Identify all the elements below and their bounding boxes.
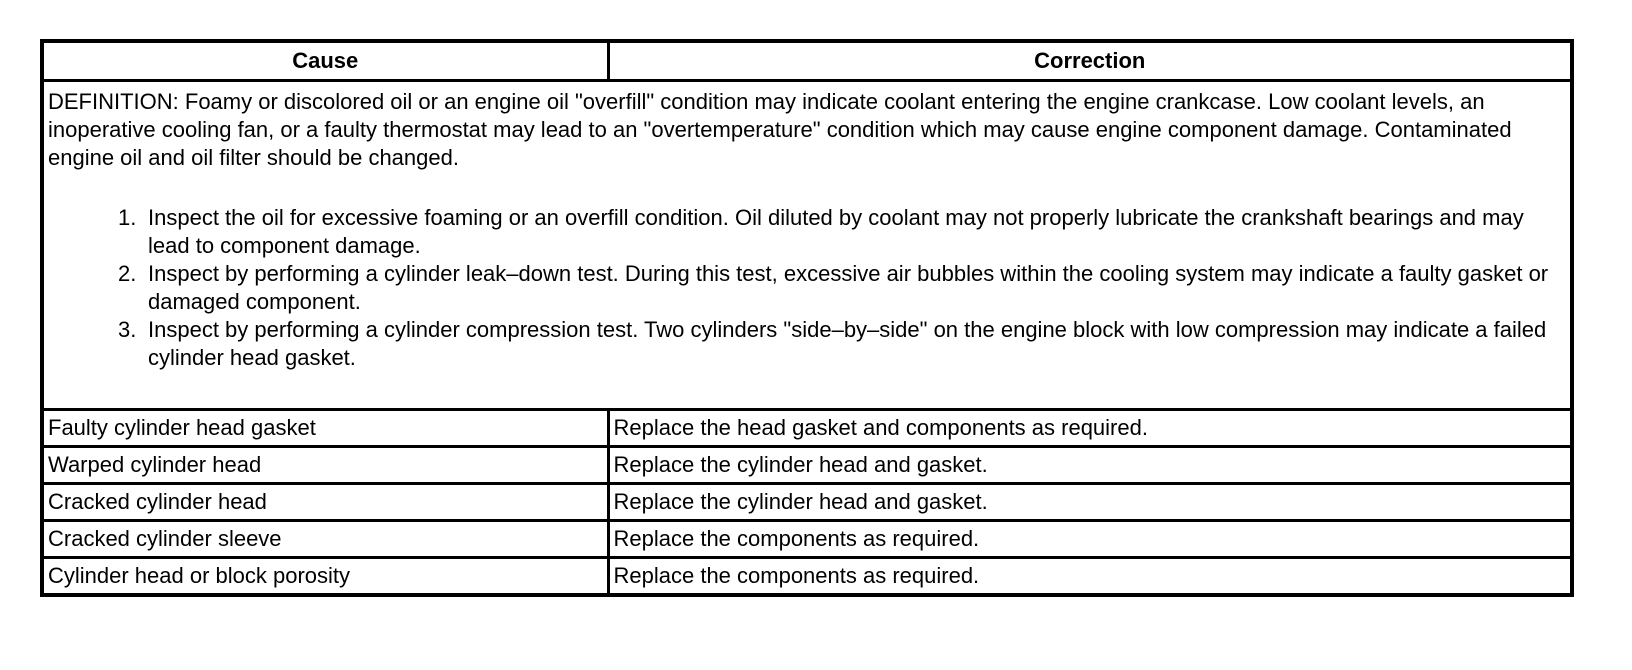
inspection-step: [48, 204, 1566, 260]
step-number: 3.: [118, 317, 137, 342]
definition-text: DEFINITION: Foamy or discolored oil or an engine oil "overfill" condition may indicate coolant entering the engine crankcase. Low coolant levels, an inoperative cooling fan, or a faulty thermostat may lead to an "overtemperature" condition which may cause engine component damage. Contaminated engine oil and oil filter should be changed.: [48, 89, 1512, 170]
correction-column-header: Correction: [608, 41, 1572, 81]
cause-correction-table: [40, 39, 1574, 597]
table-row: [42, 558, 1572, 596]
definition-cell: [42, 81, 1572, 410]
table-row: [42, 521, 1572, 558]
table-row: [42, 447, 1572, 484]
cause-cell: Faulty cylinder head gasket: [42, 410, 608, 447]
cause-cell: Cylinder head or block porosity: [42, 558, 608, 596]
inspection-step: [48, 260, 1566, 316]
step-text: Inspect the oil for excessive foaming or an overfill condition. Oil diluted by coolant may not properly lubricate the crankshaft bearings and may lead to component damage.: [148, 205, 1524, 258]
step-text: Inspect by performing a cylinder compression test. Two cylinders "side–by–side" on the engine block with low compression may indicate a failed cylinder head gasket.: [148, 317, 1547, 370]
correction-cell: Replace the components as required.: [608, 521, 1572, 558]
step-number: 2.: [118, 261, 137, 286]
definition-row: [42, 81, 1572, 410]
table-row: [42, 484, 1572, 521]
cause-cell: Cracked cylinder head: [42, 484, 608, 521]
cause-cell: Warped cylinder head: [42, 447, 608, 484]
cause-cell: Cracked cylinder sleeve: [42, 521, 608, 558]
step-text: Inspect by performing a cylinder leak–down test. During this test, excessive air bubbles within the cooling system may indicate a faulty gasket or damaged component.: [148, 261, 1549, 314]
step-number: 1.: [118, 205, 137, 230]
correction-cell: Replace the cylinder head and gasket.: [608, 484, 1572, 521]
correction-cell: Replace the components as required.: [608, 558, 1572, 596]
table-header-row: [42, 41, 1572, 81]
inspection-steps-list: [48, 204, 1566, 372]
correction-cell: Replace the cylinder head and gasket.: [608, 447, 1572, 484]
diagnostic-document: [40, 39, 1570, 597]
table-row: [42, 410, 1572, 447]
cause-column-header: Cause: [42, 41, 608, 81]
correction-cell: Replace the head gasket and components as required.: [608, 410, 1572, 447]
inspection-step: [48, 316, 1566, 372]
